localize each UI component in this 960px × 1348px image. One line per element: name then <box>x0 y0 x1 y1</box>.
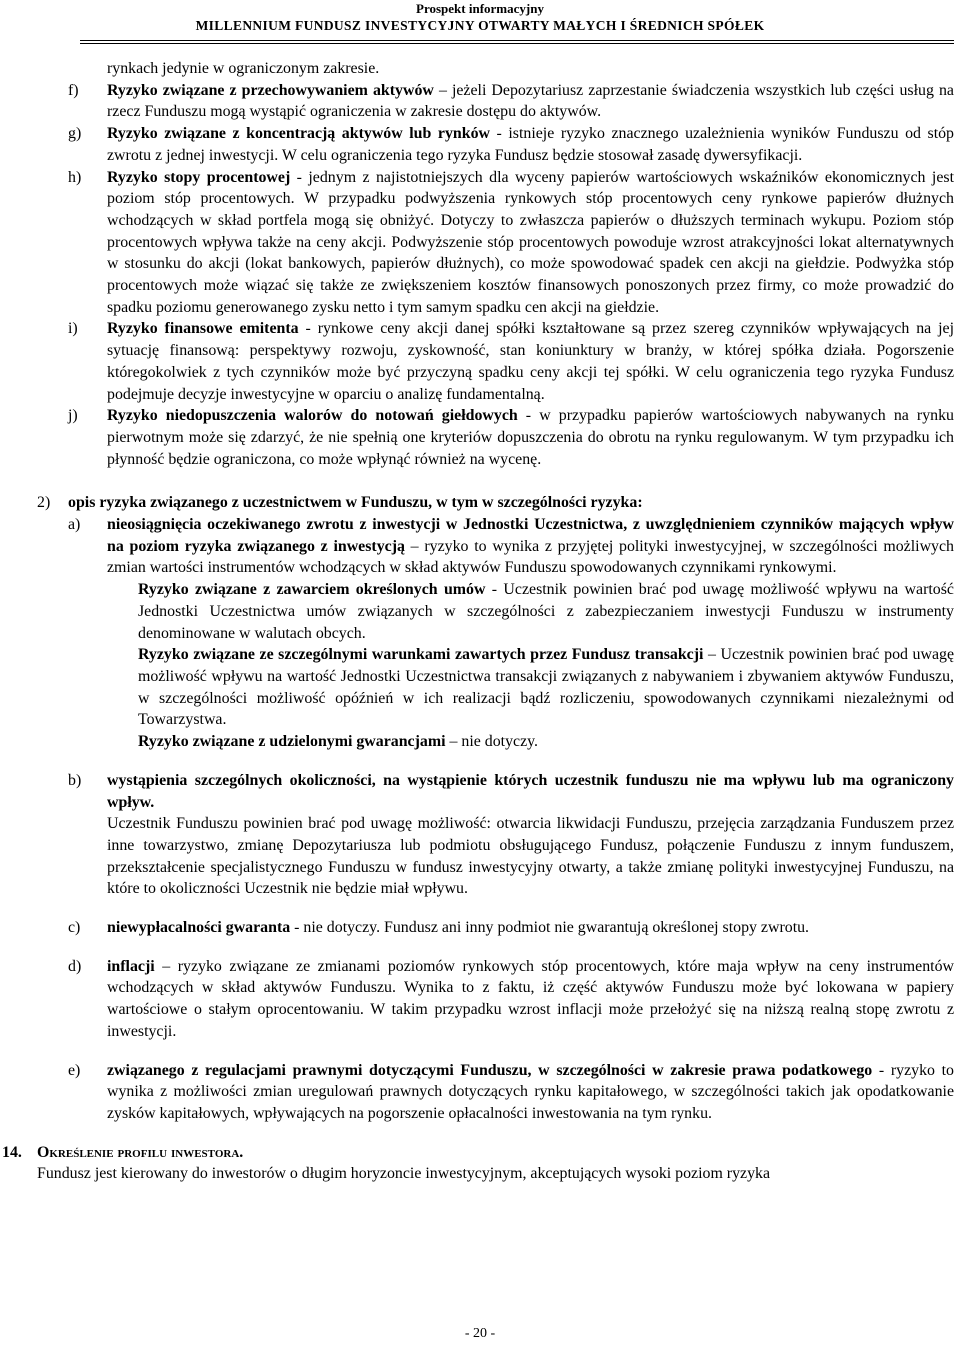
header-doc-type: Prospekt informacyjny <box>416 1 544 16</box>
item-label: h) <box>68 168 82 186</box>
item-text: - rynkowe ceny akcji danej spółki kształtowane są przez szereg czynników wpływających na jej sytuację finansową: perspektywy rozwoju, zyskowność, stan koniunktury w branży, w której spółka działa. Pogorszenie któregokolwiek z tych czynników może być przyczyną spadku ceny akcji tej spółki. W celu ograniczenia tego ryzyka Fundusz podejmuje decyzje inwestycyjne w oparciu o analizę fundamentalną. <box>107 320 954 403</box>
risk-item-g <box>0 123 960 166</box>
risk-item-j <box>0 405 960 470</box>
section-14-number: 14. <box>2 1143 22 1161</box>
item-label: g) <box>68 125 82 143</box>
item-heading: Ryzyko finansowe emitenta <box>107 320 299 338</box>
item-text: – ryzyko związane ze zmianami poziomów rynkowych stóp procentowych, które maja wpływ na ceny instrumentów wchodzących w skład aktywów Funduszu. Wynika to z faktu, iż część aktywów Funduszu może być lokowana w papiery wartościowe o stałym oprocentowaniu. W takim przypadku wzrost inflacji może przełożyć się na niższą realną stopę zwrotu z inwestycji. <box>107 957 954 1040</box>
item-label: i) <box>68 320 78 338</box>
item-label: a) <box>68 516 81 534</box>
intro-continuation: rynkach jedynie w ograniczonym zakresie. <box>107 60 380 77</box>
item-label: d) <box>68 957 82 975</box>
section-14-title: Określenie profilu inwestora. <box>37 1143 244 1161</box>
sub-risk-contracts <box>0 579 960 644</box>
page-header <box>0 0 960 34</box>
page-number: - 20 - <box>464 1326 496 1341</box>
sub-text: – Uczestnik powinien brać pod uwagę możliwość wpływu na wartość Jednostki Uczestnictwa transakcji związanych z nabywaniem i zbywaniem aktywów Funduszu, w szczególności możliwość opóźnień w ich realizacji bądź rozliczeniu, spowodowanych czynnikami niezależnymi od Towarzystwa. <box>138 646 954 729</box>
item-label: b) <box>68 771 82 789</box>
section-2-item-d <box>0 956 960 1043</box>
item-heading: Ryzyko niedopuszczenia walorów do notowań giełdowych <box>107 407 518 425</box>
section-2-label: 2) <box>37 494 51 512</box>
item-heading: inflacji <box>107 957 155 975</box>
sub-heading: Ryzyko związane z udzielonymi gwarancjami <box>138 733 446 751</box>
section-2-title: opis ryzyka związanego z uczestnictwem w Funduszu, w tym w szczególności ryzyka: <box>68 494 643 512</box>
item-text: - istnieje ryzyko znacznego uzależnienia wyników Funduszu od stóp zwrotu z jednej inwestycji. W celu ograniczenia tego ryzyka Fundusz będzie stosował zasadę dywersyfikacji. <box>107 125 954 164</box>
item-text: - jednym z najistotniejszych dla wyceny papierów wartościowych wskaźników ekonomicznych jest poziom stóp procentowych. W przypadku podwyższenia rynkowych stóp procentowych ceny rynkowe papierów dłużnych wchodzących w skład portfela mogą się obniżyć. Dotyczy to zwłaszcza papierów o dłuższych terminach wykupu. Poziom stóp procentowych wpływa także na ceny akcji. Podwyższenie stóp procentowych powoduje wzrost atrakcyjności lokat alternatywnych w stosunku do akcji (lokat bankowych, papierów dłużnych), co może spowodować spadek cen akcji na giełdzie. Podwyżka stóp procentowych może wiązać się także ze zwiększeniem kosztów finansowych ponoszonych przez firmy, co może prowadzić do spadku poziomu generowanego zysku netto i tym samym spadku cen akcji na giełdzie. <box>107 168 954 316</box>
item-text: - ryzyko to wynika z możliwości zmian uregulowań prawnych dotyczących rynku kapitałowego, w szczególności takich jak opodatkowanie zysków kapitałowych, wpływających na pogorszenie opłacalności inwestowania na tym rynku. <box>107 1061 955 1122</box>
item-heading: Ryzyko stopy procentowej <box>107 168 291 186</box>
item-text: - w przypadku papierów wartościowych nabywanych na rynku pierwotnym może się zdarzyć, że nie spełnią one kryteriów dopuszczenia do obrotu na rynku regulowanym. W tym przypadku ich płynność będzie ograniczona, co może wpłynąć również na wycenę. <box>107 407 954 468</box>
section-2-item-e <box>0 1060 960 1125</box>
header-rule-top <box>80 40 954 41</box>
document-body <box>0 58 960 1185</box>
sub-text: - Uczestnik powinien brać pod uwagę możliwość wpływu na wartość Jednostki Uczestnictwa umów związanych w szczególności z zabezpieczaniem inwestycji Funduszu w instrumenty denominowane w walutach obcych. <box>138 581 954 642</box>
risk-item-f <box>0 80 960 123</box>
sub-heading: Ryzyko związane z zawarciem określonych umów <box>138 581 486 599</box>
section-14-text: Fundusz jest kierowany do inwestorów o długim horyzoncie inwestycyjnym, akceptujących wysoki poziom ryzyka <box>37 1165 771 1183</box>
section-2-item-b-text: Uczestnik Funduszu powinien brać pod uwagę możliwość: otwarcia likwidacji Funduszu, przejęcia zarządzania Funduszem przez inne towarzystwo, zmianę Depozytariusza lub podmiotu obsługującego Fundusz, połączenie Funduszu z innym funduszem, przekształcenie specjalistycznego Funduszu w fundusz inwestycyjny otwarty, a także zmianę polityki inwestycyjnej Funduszu, na które to okoliczności Uczestnik nie będzie miał wpływu. <box>107 815 954 898</box>
section-2-heading <box>0 492 960 514</box>
item-text: – jeżeli Depozytariusz zaprzestanie świadczenia wszystkich lub części usług na rzecz Funduszu mogą wystąpić ograniczenia w zakresie dostępu do aktywów. <box>107 81 954 121</box>
item-text: – ryzyko to wynika z przyjętej polityki inwestycyjnej, w szczególności możliwych zmian wartości instrumentów wchodzących w skład aktywów Funduszu spowodowanych czynnikami rynkowymi. <box>107 537 954 577</box>
item-heading: nieosiągnięcia oczekiwanego zwrotu z inwestycji w Jednostki Uczestnictwa, z uwzględnieniem czynników mających wpływ na poziom ryzyka związanego z inwestycją <box>107 516 954 555</box>
header-rule-bottom <box>80 43 954 44</box>
item-label: f) <box>68 81 79 99</box>
sub-text: – nie dotyczy. <box>445 733 539 751</box>
sub-risk-guarantees <box>0 731 960 753</box>
item-heading: Ryzyko związane z koncentracją aktywów lub rynków <box>107 125 490 143</box>
item-label: j) <box>68 407 78 425</box>
item-text: - nie dotyczy. Fundusz ani inny podmiot nie gwarantują określonej stopy zwrotu. <box>290 919 810 937</box>
section-2-item-b <box>0 770 960 813</box>
item-heading: Ryzyko związane z przechowywaniem aktywów <box>107 81 434 99</box>
sub-heading: Ryzyko związane ze szczególnymi warunkami zawartych przez Fundusz transakcji <box>138 646 704 664</box>
section-14-heading <box>0 1142 960 1164</box>
section-2-item-c <box>0 917 960 939</box>
item-heading: związanego z regulacjami prawnymi dotyczącymi Funduszu, w szczególności w zakresie prawa podatkowego <box>107 1061 873 1079</box>
risk-item-h <box>0 167 960 319</box>
section-2-item-a <box>0 514 960 579</box>
item-label: e) <box>68 1061 81 1079</box>
header-fund-name: MILLENNIUM FUNDUSZ INVESTYCYJNY OTWARTY MAŁYCH I ŚREDNICH SPÓŁEK <box>195 18 765 33</box>
item-label: c) <box>68 919 81 937</box>
risk-item-i <box>0 318 960 405</box>
item-heading: wystąpienia szczególnych okoliczności, na wystąpienie których uczestnik funduszu nie ma wpływu lub ma ograniczony wpływ. <box>107 771 954 811</box>
item-heading: niewypłacalności gwaranta <box>107 919 291 937</box>
sub-risk-transactions <box>0 644 960 731</box>
